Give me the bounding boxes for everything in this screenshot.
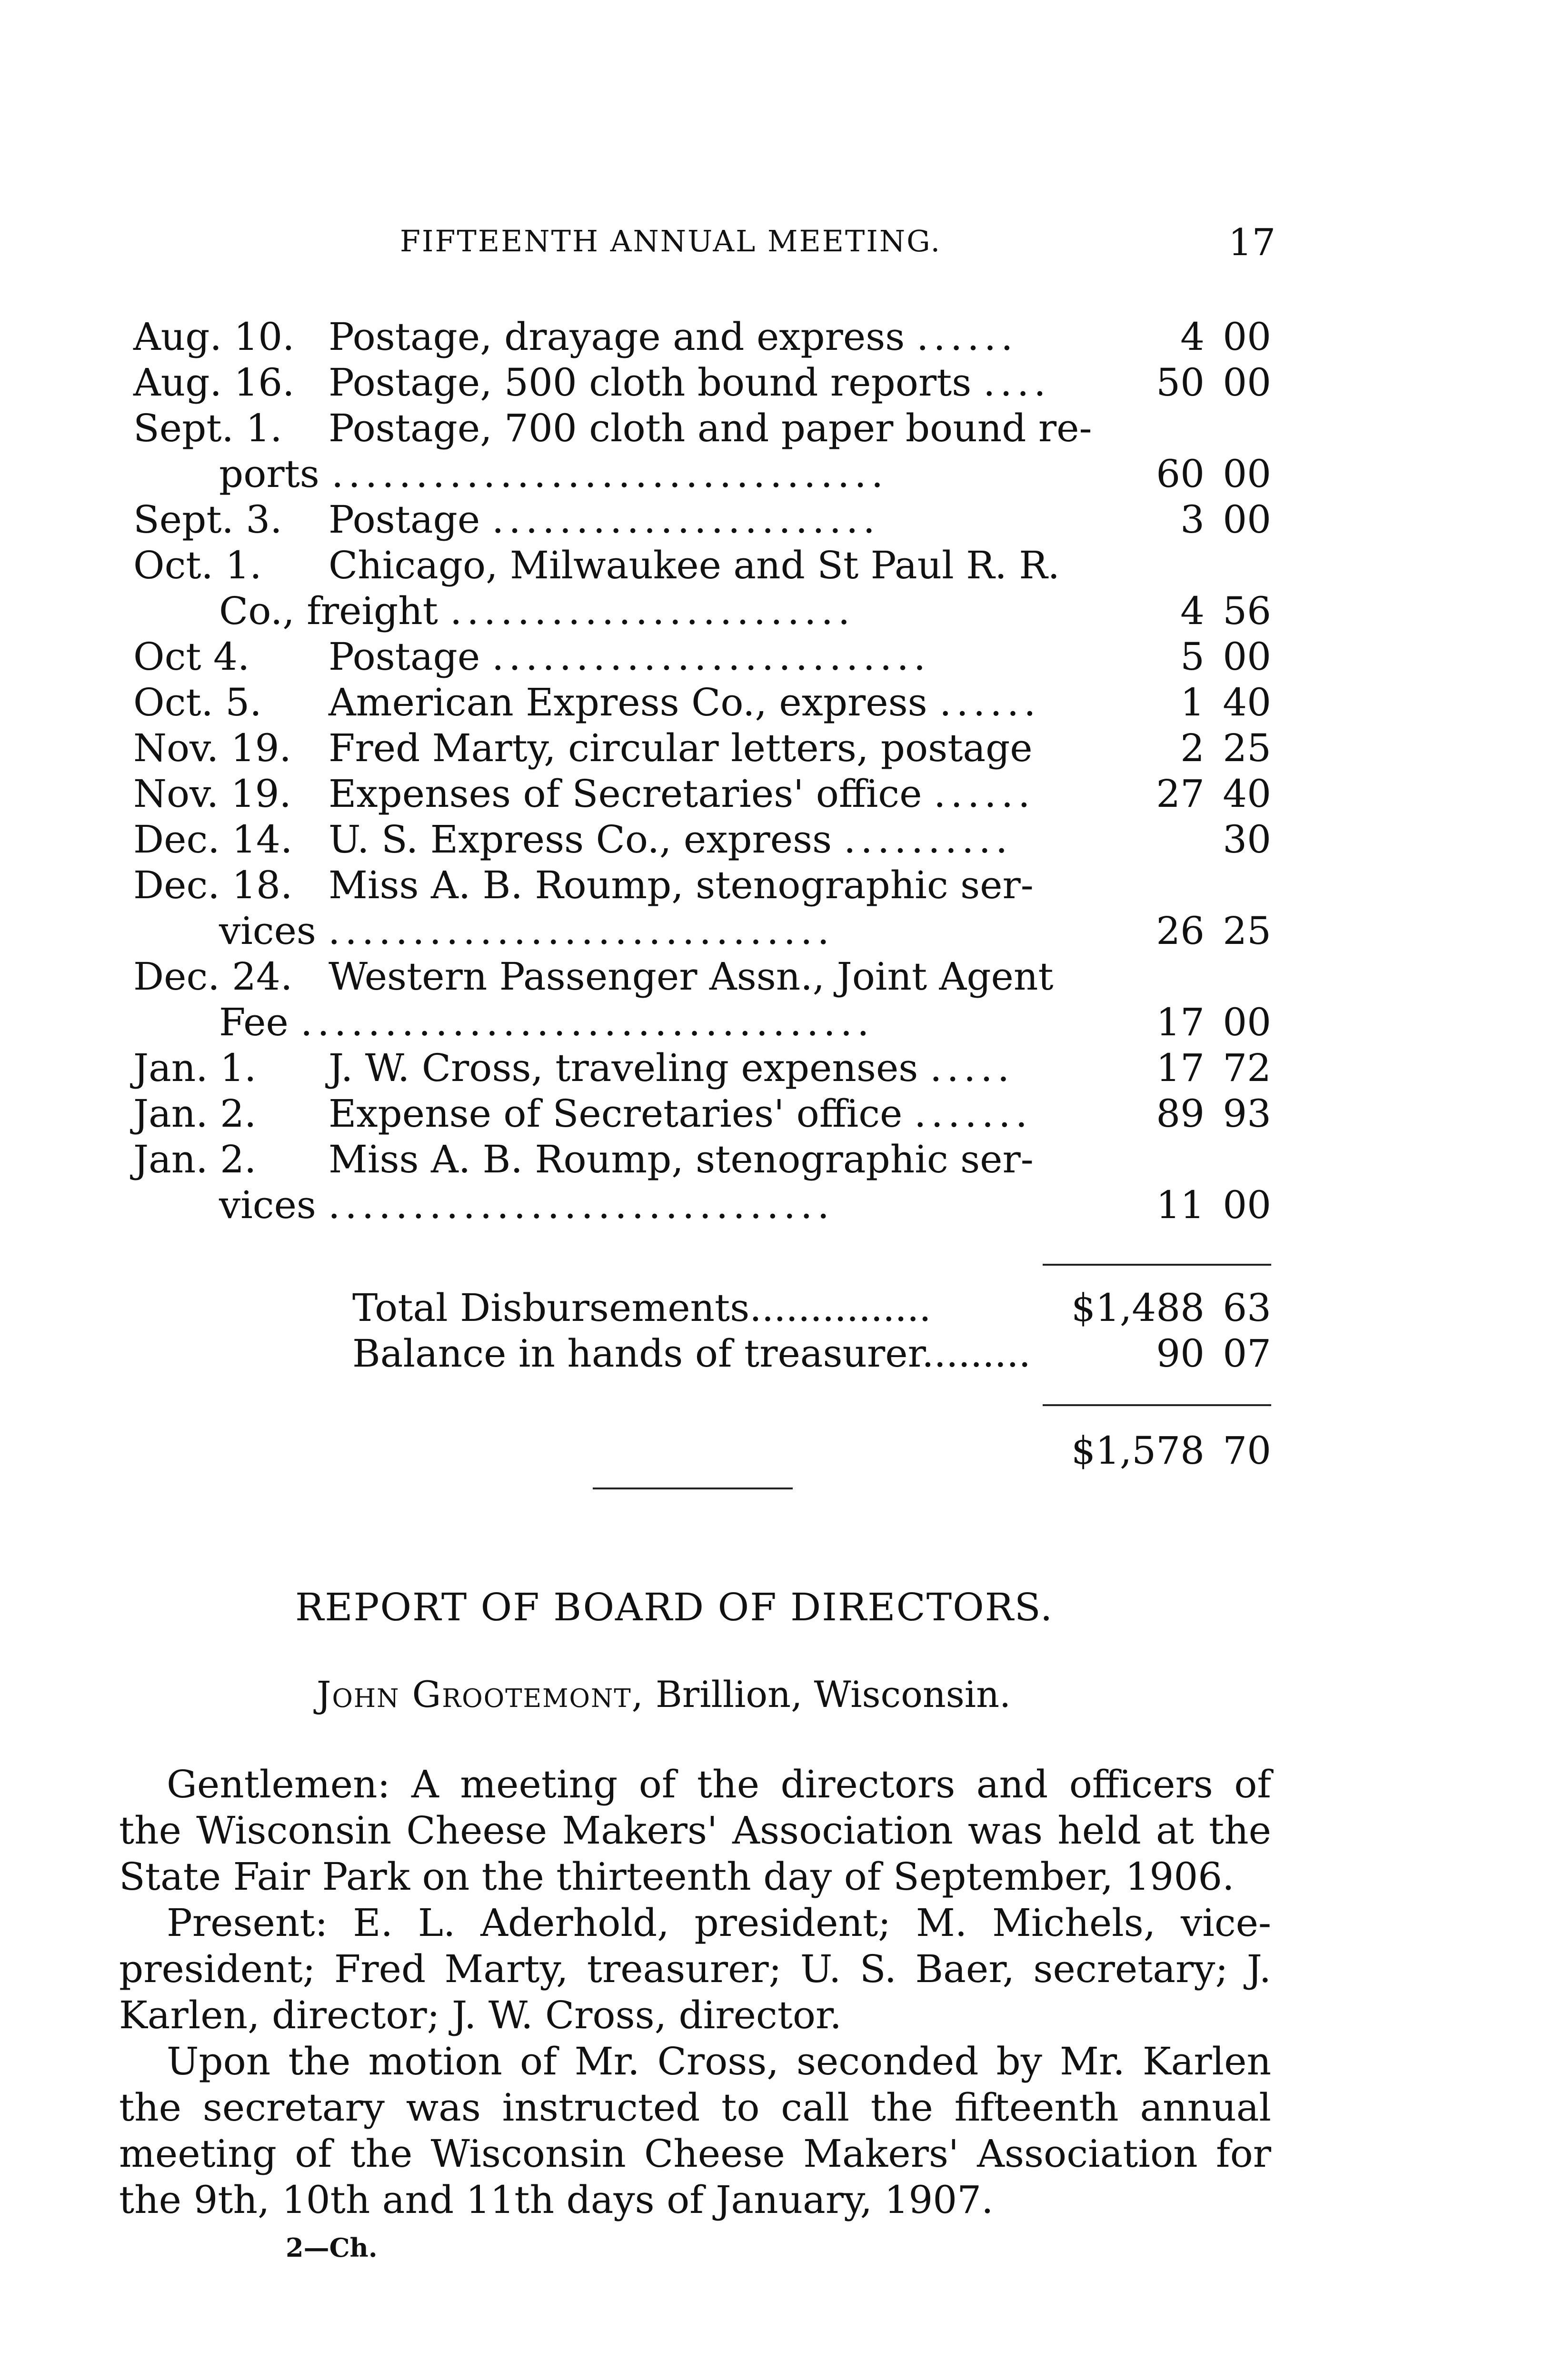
ledger-row xyxy=(119,1182,1271,1228)
ledger-date: Oct. 1. xyxy=(133,543,262,587)
total-disbursements-dollars: $1,488 xyxy=(1071,1286,1205,1330)
total-disbursements-label: Total Disbursements............... xyxy=(352,1286,931,1330)
ledger-description: Expenses of Secretaries' office xyxy=(329,772,922,816)
balance-cents: 07 xyxy=(1223,1331,1271,1376)
ledger-leader-dots: .............................. xyxy=(328,909,834,953)
ledger-date: Dec. 18. xyxy=(133,863,293,907)
ledger-dollars: 27 xyxy=(1156,772,1205,816)
ledger-row xyxy=(119,908,1271,954)
balance-label: Balance in hands of treasurer......... xyxy=(352,1331,1031,1376)
ledger-cents: 30 xyxy=(1223,817,1271,862)
ledger-description: Western Passenger Assn., Joint Agent xyxy=(329,954,1054,999)
ledger-cents: 00 xyxy=(1223,1000,1271,1044)
ledger-row xyxy=(119,588,1271,634)
ledger-leader-dots: ................................. xyxy=(331,452,888,496)
ledger-row xyxy=(119,680,1271,725)
ledger-row xyxy=(119,314,1271,360)
ledger-date: Jan. 2. xyxy=(133,1091,257,1136)
page-number: 17 xyxy=(1228,221,1276,264)
ledger-description: American Express Co., express xyxy=(329,680,927,724)
ledger-row xyxy=(119,497,1271,543)
ledger-cents: 00 xyxy=(1223,635,1271,679)
ledger-row xyxy=(119,817,1271,863)
ledger-row xyxy=(119,634,1271,680)
grand-total xyxy=(1071,1428,1271,1474)
ledger-date: Oct 4. xyxy=(133,635,250,679)
ledger-row xyxy=(119,1091,1271,1137)
ledger-description: Fee xyxy=(219,1000,289,1044)
ledger-description: Miss A. B. Roump, stenographic ser- xyxy=(329,1137,1034,1181)
ledger-cents: 00 xyxy=(1223,315,1271,359)
report-body xyxy=(119,1761,1271,2223)
paragraph-present: Present: E. L. Aderhold, president; M. Michels, vice-president; Fred Marty, treasurer; U. S. Baer, secretary; J. Karlen, director; J. W. Cross, director. xyxy=(119,1901,1271,2037)
ledger-cents: 00 xyxy=(1223,1183,1271,1227)
grand-total-row xyxy=(1071,1428,1271,1474)
ledger-leader-dots: ..... xyxy=(930,1046,1015,1090)
totals-block xyxy=(352,1285,1271,1377)
ledger-row xyxy=(119,543,1271,588)
ledger-dollars: 26 xyxy=(1156,909,1205,953)
ledger-dollars: 17 xyxy=(1156,1000,1205,1044)
ledger-row xyxy=(119,771,1271,817)
ledger-row xyxy=(119,1000,1271,1045)
ledger-dollars: 89 xyxy=(1156,1091,1205,1136)
ledger-leader-dots: ...... xyxy=(934,772,1035,816)
report-title: REPORT OF BOARD OF DIRECTORS. xyxy=(295,1585,1054,1629)
ledger-cents: 72 xyxy=(1223,1046,1271,1090)
report-byline xyxy=(317,1673,1011,1716)
ledger-cents: 00 xyxy=(1223,452,1271,496)
ledger-date: Dec. 14. xyxy=(133,817,293,862)
total-disbursements-row xyxy=(352,1285,1271,1331)
author-name: John Grootemont, xyxy=(317,1673,644,1716)
ledger-description: Postage xyxy=(329,497,480,542)
ledger-description: Postage xyxy=(329,635,480,679)
ledger-leader-dots: .......... xyxy=(844,817,1013,862)
ledger-date: Sept. 3. xyxy=(133,497,282,542)
ledger-cents: 93 xyxy=(1223,1091,1271,1136)
author-place: Brillion, Wisconsin. xyxy=(656,1673,1011,1716)
ledger-cents: 00 xyxy=(1223,497,1271,542)
ledger-date: Nov. 19. xyxy=(133,772,291,816)
ledger-cents: 56 xyxy=(1223,589,1271,633)
ledger-description: J. W. Cross, traveling expenses xyxy=(329,1046,918,1090)
grand-total-cents: 70 xyxy=(1223,1428,1271,1473)
ledger-dollars: 4 xyxy=(1180,589,1205,633)
signature-mark: 2—Ch. xyxy=(286,2232,378,2263)
disbursement-ledger xyxy=(119,314,1271,1228)
ledger-date: Sept. 1. xyxy=(133,406,282,450)
ledger-row xyxy=(119,725,1271,771)
ledger-date: Aug. 16. xyxy=(133,360,295,405)
ledger-dollars: 4 xyxy=(1180,315,1205,359)
ledger-description: Expense of Secretaries' office xyxy=(329,1091,903,1136)
ledger-row xyxy=(119,1045,1271,1091)
ledger-leader-dots: .... xyxy=(983,360,1051,405)
ledger-description: Miss A. B. Roump, stenographic ser- xyxy=(329,863,1034,907)
ledger-dollars: 2 xyxy=(1180,726,1205,770)
running-header: FIFTEENTH ANNUAL MEETING. xyxy=(400,224,942,258)
ledger-row xyxy=(119,954,1271,1000)
total-disbursements-cents: 63 xyxy=(1223,1286,1271,1330)
ledger-dollars: 17 xyxy=(1156,1046,1205,1090)
ledger-description: vices xyxy=(219,1183,316,1227)
ledger-leader-dots: ........................ xyxy=(450,589,855,633)
ledger-cents: 40 xyxy=(1223,680,1271,724)
ledger-cents: 00 xyxy=(1223,360,1271,405)
ledger-description: Co., freight xyxy=(219,589,438,633)
total-rule xyxy=(1043,1404,1271,1406)
balance-dollars: 90 xyxy=(1156,1331,1205,1376)
ledger-leader-dots: ....................... xyxy=(492,497,880,542)
ledger-dollars: 11 xyxy=(1156,1183,1205,1227)
ledger-row xyxy=(119,451,1271,497)
ledger-description: Chicago, Milwaukee and St Paul R. R. xyxy=(329,543,1060,587)
ledger-description: Postage, drayage and express xyxy=(329,315,905,359)
ledger-leader-dots: .................................. xyxy=(300,1000,874,1044)
paragraph-meeting: Gentlemen: A meeting of the directors and officers of the Wisconsin Cheese Makers' Association was held at the State Fair Park on the thirteenth day of September, 1906. xyxy=(119,1762,1271,1899)
grand-total-dollars: $1,578 xyxy=(1071,1428,1205,1473)
ledger-dollars: 60 xyxy=(1156,452,1205,496)
ledger-row xyxy=(119,360,1271,406)
ledger-cents: 25 xyxy=(1223,726,1271,770)
ledger-dollars: 5 xyxy=(1180,635,1205,679)
section-divider xyxy=(593,1488,793,1489)
ledger-row xyxy=(119,1137,1271,1182)
ledger-date: Oct. 5. xyxy=(133,680,262,724)
ledger-dollars: 1 xyxy=(1180,680,1205,724)
ledger-leader-dots: ...... xyxy=(916,315,1018,359)
ledger-description: Postage, 500 cloth bound reports xyxy=(329,360,972,405)
ledger-row xyxy=(119,406,1271,451)
balance-row xyxy=(352,1331,1271,1377)
ledger-dollars: 3 xyxy=(1180,497,1205,542)
ledger-date: Jan. 2. xyxy=(133,1137,257,1181)
ledger-dollars: 50 xyxy=(1156,360,1205,405)
ledger-leader-dots: ...... xyxy=(939,680,1041,724)
ledger-description: Postage, 700 cloth and paper bound re- xyxy=(329,406,1092,450)
ledger-cents: 25 xyxy=(1223,909,1271,953)
ledger-description: vices xyxy=(219,909,316,953)
ledger-cents: 40 xyxy=(1223,772,1271,816)
ledger-description: U. S. Express Co., express xyxy=(329,817,832,862)
paragraph-motion: Upon the motion of Mr. Cross, seconded by Mr. Karlen the secretary was instructed to call the fifteenth annual meeting of the Wisconsin Cheese Makers' Association for the 9th, 10th and 11th days of January, 1907. xyxy=(119,2039,1271,2222)
ledger-leader-dots: .............................. xyxy=(328,1183,834,1227)
subtotal-rule xyxy=(1043,1264,1271,1266)
ledger-date: Dec. 24. xyxy=(133,954,293,999)
ledger-description: Fred Marty, circular letters, postage xyxy=(329,726,1033,770)
ledger-date: Aug. 10. xyxy=(133,315,295,359)
ledger-leader-dots: ....... xyxy=(914,1091,1033,1136)
ledger-row xyxy=(119,863,1271,908)
ledger-date: Nov. 19. xyxy=(133,726,291,770)
ledger-date: Jan. 1. xyxy=(133,1046,257,1090)
ledger-leader-dots: .......................... xyxy=(492,635,931,679)
ledger-description: ports xyxy=(219,452,319,496)
